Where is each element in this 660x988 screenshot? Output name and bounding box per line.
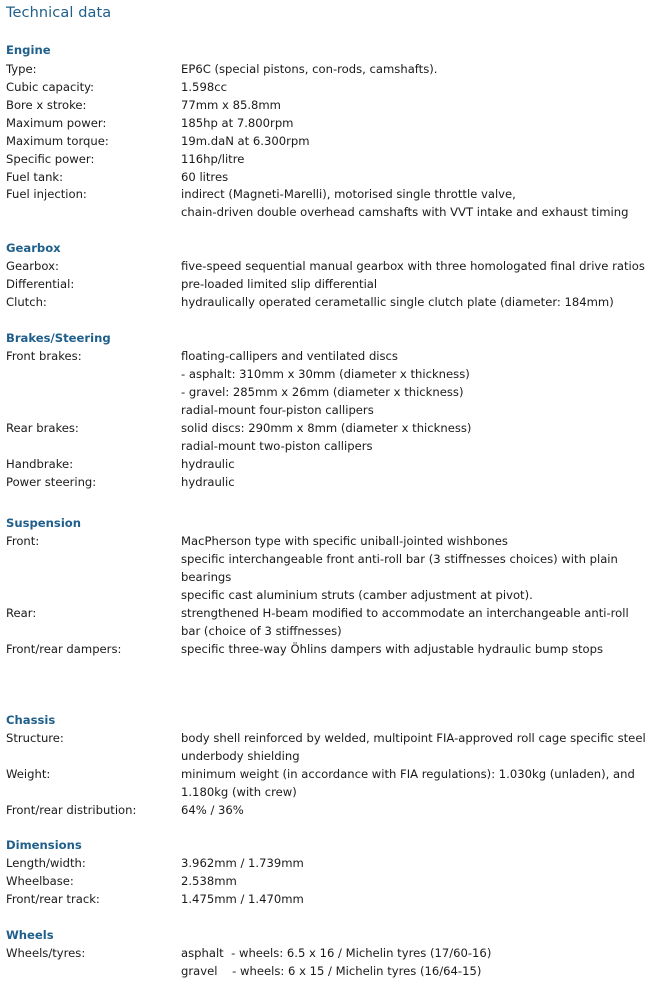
engine-torque-label: Maximum torque: xyxy=(6,134,109,148)
front-suspension-value: specific interchangeable front anti-roll bar (3 stiffnesses choices) with plain xyxy=(181,552,618,566)
wheelbase-value: 2.538mm xyxy=(181,874,237,888)
front-brakes-value: radial-mount four-piston callipers xyxy=(181,403,374,417)
engine-specific-value: 116hp/litre xyxy=(181,152,245,166)
structure-value: underbody shielding xyxy=(181,749,300,763)
section-heading-chassis: Chassis xyxy=(6,713,56,727)
engine-capacity-value: 1.598cc xyxy=(181,80,227,94)
engine-power-label: Maximum power: xyxy=(6,116,107,130)
structure-value: body shell reinforced by welded, multipoint FIA-approved roll cage specific steel xyxy=(181,731,646,745)
rear-suspension-value: strengthened H-beam modified to accommodate an interchangeable anti-roll xyxy=(181,606,629,620)
handbrake-value: hydraulic xyxy=(181,457,235,471)
engine-tank-value: 60 litres xyxy=(181,170,229,184)
section-heading-engine: Engine xyxy=(6,43,51,57)
page-title: Technical data xyxy=(6,5,112,21)
distribution-label: Front/rear distribution: xyxy=(6,803,137,817)
dampers-label: Front/rear dampers: xyxy=(6,642,122,656)
length-width-value: 3.962mm / 1.739mm xyxy=(181,856,304,870)
rear-brakes-value: solid discs: 290mm x 8mm (diameter x thickness) xyxy=(181,421,472,435)
section-heading-suspension: Suspension xyxy=(6,516,82,530)
differential-value: pre-loaded limited slip differential xyxy=(181,277,378,291)
engine-specific-label: Specific power: xyxy=(6,152,95,166)
wheels-tyres-label: Wheels/tyres: xyxy=(6,946,86,960)
front-suspension-value: MacPherson type with specific uniball-jointed wishbones xyxy=(181,534,508,548)
handbrake-label: Handbrake: xyxy=(6,457,74,471)
engine-bore-label: Bore x stroke: xyxy=(6,98,87,112)
power-steering-value: hydraulic xyxy=(181,475,235,489)
front-brakes-value: - asphalt: 310mm x 30mm (diameter x thickness) xyxy=(181,367,470,381)
engine-injection-value: chain-driven double overhead camshafts with VVT intake and exhaust timing xyxy=(181,205,629,219)
engine-type-value: EP6C (special pistons, con-rods, camshafts). xyxy=(181,62,438,76)
engine-injection-value: indirect (Magneti-Marelli), motorised single throttle valve, xyxy=(181,187,516,201)
engine-torque-value: 19m.daN at 6.300rpm xyxy=(181,134,310,148)
rear-brakes-label: Rear brakes: xyxy=(6,421,79,435)
clutch-label: Clutch: xyxy=(6,295,47,309)
weight-label: Weight: xyxy=(6,767,51,781)
weight-value: minimum weight (in accordance with FIA regulations): 1.030kg (unladen), and xyxy=(181,767,635,781)
distribution-value: 64% / 36% xyxy=(181,803,244,817)
section-heading-gearbox: Gearbox xyxy=(6,241,61,255)
engine-injection-label: Fuel injection: xyxy=(6,187,87,201)
front-suspension-value: specific cast aluminium struts (camber adjustment at pivot). xyxy=(181,588,533,602)
engine-capacity-label: Cubic capacity: xyxy=(6,80,95,94)
structure-label: Structure: xyxy=(6,731,64,745)
track-value: 1.475mm / 1.470mm xyxy=(181,892,304,906)
section-heading-wheels: Wheels xyxy=(6,928,54,942)
front-brakes-value: floating-callipers and ventilated discs xyxy=(181,349,398,363)
weight-value: 1.180kg (with crew) xyxy=(181,785,297,799)
rear-suspension-label: Rear: xyxy=(6,606,37,620)
engine-power-value: 185hp at 7.800rpm xyxy=(181,116,294,130)
engine-type-label: Type: xyxy=(6,62,37,76)
wheels-tyres-value: gravel - wheels: 6 x 15 / Michelin tyres (16/64-15) xyxy=(181,964,482,978)
wheelbase-label: Wheelbase: xyxy=(6,874,74,888)
differential-label: Differential: xyxy=(6,277,75,291)
clutch-value: hydraulically operated cerametallic single clutch plate (diameter: 184mm) xyxy=(181,295,614,309)
front-brakes-label: Front brakes: xyxy=(6,349,82,363)
front-suspension-label: Front: xyxy=(6,534,40,548)
wheels-tyres-value: asphalt - wheels: 6.5 x 16 / Michelin tyres (17/60-16) xyxy=(181,946,492,960)
power-steering-label: Power steering: xyxy=(6,475,97,489)
gearbox-value: five-speed sequential manual gearbox with three homologated final drive ratios xyxy=(181,259,645,273)
section-heading-brakes: Brakes/Steering xyxy=(6,331,111,345)
dampers-value: specific three-way Öhlins dampers with adjustable hydraulic bump stops xyxy=(181,642,604,656)
engine-tank-label: Fuel tank: xyxy=(6,170,64,184)
front-brakes-value: - gravel: 285mm x 26mm (diameter x thickness) xyxy=(181,385,464,399)
section-heading-dimensions: Dimensions xyxy=(6,838,82,852)
track-label: Front/rear track: xyxy=(6,892,100,906)
engine-bore-value: 77mm x 85.8mm xyxy=(181,98,281,112)
rear-suspension-value: bar (choice of 3 stiffnesses) xyxy=(181,624,342,638)
front-suspension-value: bearings xyxy=(181,570,232,584)
length-width-label: Length/width: xyxy=(6,856,86,870)
rear-brakes-value: radial-mount two-piston callipers xyxy=(181,439,373,453)
gearbox-label: Gearbox: xyxy=(6,259,59,273)
